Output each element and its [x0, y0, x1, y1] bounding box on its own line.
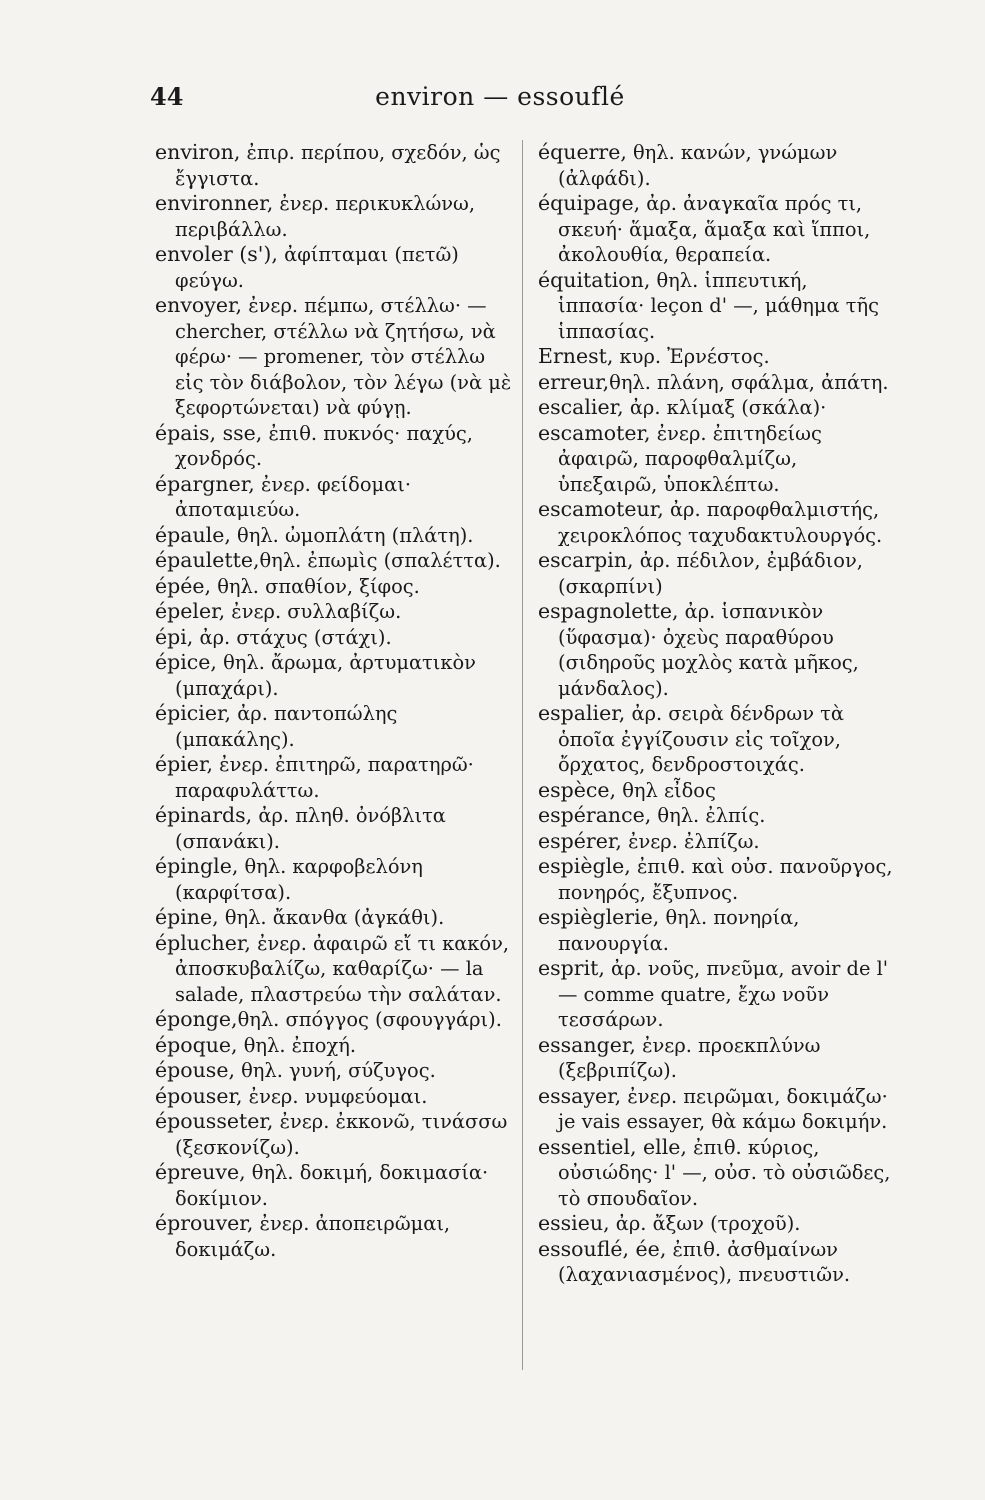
- dictionary-entry: [538, 905, 900, 956]
- definition: θηλ. ἄκανθα (ἀγκάθι).: [218, 906, 445, 929]
- page-number: 44: [150, 82, 184, 111]
- headword: espagnolette,: [538, 599, 679, 623]
- definition: ἐπιρ. περίπου, σχεδόν, ὡς ἔγγιστα.: [175, 141, 501, 190]
- dictionary-entry: [538, 1135, 900, 1212]
- dictionary-entry: [155, 1084, 517, 1110]
- dictionary-entry: [155, 625, 517, 651]
- dictionary-entry: [155, 854, 517, 905]
- definition: ἀρ. παντοπώλης (μπακάλης).: [175, 702, 398, 751]
- headword: équerre,: [538, 140, 627, 164]
- dictionary-entry: [538, 370, 900, 396]
- definition: ἐνερ. ἀποπειρῶμαι, δοκιμάζω.: [175, 1212, 451, 1261]
- headword: épouse,: [155, 1058, 235, 1082]
- headword: équipage,: [538, 191, 641, 215]
- headword: épreuve,: [155, 1160, 246, 1184]
- headword: escamoter,: [538, 420, 651, 445]
- definition: ἀρ. πληθ. ὀνόβλιτα (σπανάκι).: [175, 804, 446, 853]
- dictionary-entry: [155, 1007, 517, 1033]
- headword: esprit,: [538, 956, 605, 980]
- definition: ἀφίπταμαι (πετῶ) φεύγω.: [175, 243, 459, 292]
- definition: ἀρ. ἄξων (τροχοῦ).: [609, 1212, 801, 1235]
- definition: θηλ. ἱππευτική, ἱππασία· leçon d' —, μάθημα τῆς ἱππασίας.: [558, 268, 879, 343]
- definition: ἐνερ. φείδομαι· ἀποταμιεύω.: [175, 472, 411, 521]
- dictionary-entry: [538, 1033, 900, 1084]
- dictionary-entry: [155, 931, 517, 1008]
- dictionary-entry: [538, 956, 900, 1033]
- dictionary-entry: [538, 268, 900, 345]
- dictionary-entry: [538, 497, 900, 548]
- definition: ἀρ. νοῦς, πνεῦμα, avoir de l' — comme quatre, ἔχω νοῦν τεσσάρων.: [558, 957, 889, 1031]
- headword: épeler,: [155, 599, 226, 623]
- dictionary-entry: [155, 293, 517, 421]
- definition: κυρ. Ἐρνέστος.: [613, 345, 770, 368]
- headword: épaulette,: [155, 548, 260, 572]
- definition: ἐνερ. πέμπω, στέλλω· — chercher, στέλλω νὰ ζητήσω, νὰ φέρω· — promener, τὸν στέλλω εἰς τὸν διάβολον, τὸν λέγω (νὰ μὲ ξεφορτώνεται) νὰ φύγῃ.: [175, 294, 512, 419]
- definition: ἐνερ. ἐκκονῶ, τινάσσω (ξεσκονίζω).: [175, 1110, 508, 1159]
- dictionary-entry: [155, 650, 517, 701]
- headword: essieu,: [538, 1211, 610, 1235]
- headword: épousseter,: [155, 1109, 274, 1133]
- dictionary-entry: [155, 421, 517, 472]
- dictionary-entry: [538, 1237, 900, 1288]
- headword: épinards,: [155, 803, 253, 827]
- dictionary-entry: [155, 574, 517, 600]
- headword: Ernest,: [538, 344, 614, 368]
- headword: escarpin,: [538, 548, 634, 572]
- definition: ἀρ. σειρὰ δένδρων τὰ ὁποῖα ἐγγίζουσιν εἰς τοῖχον, ὄρχατος, δενδροστοιχάς.: [558, 702, 845, 776]
- definition: ἀρ. στάχυς (στάχι).: [193, 625, 392, 649]
- dictionary-entry: [155, 242, 517, 293]
- headword: erreur,: [538, 369, 610, 394]
- definition: θηλ. ἐπωμὶς (σπαλέττα).: [259, 549, 501, 572]
- dictionary-entry: [155, 472, 517, 523]
- dictionary-entry: [538, 344, 900, 370]
- headword: espérer,: [538, 828, 622, 853]
- dictionary-entry: [155, 803, 517, 854]
- definition: θηλ. καρφοβελόνη (καρφίτσα).: [175, 855, 423, 904]
- definition: ἐνερ. ἀφαιρῶ εἴ τι κακόν, ἀποσκυβαλίζω, καθαρίζω· — la salade, πλαστρεύω τὴν σαλάταν.: [175, 931, 510, 1006]
- headword: espièglerie,: [538, 905, 660, 929]
- definition: θηλ. ἐλπίς.: [651, 804, 766, 827]
- headword: essayer,: [538, 1083, 622, 1108]
- dictionary-entry: [538, 599, 900, 701]
- dictionary-entry: [155, 752, 517, 803]
- headword: épargner,: [155, 471, 255, 496]
- left-column: [155, 140, 517, 1262]
- dictionary-entry: [538, 548, 900, 599]
- headword: épouser,: [155, 1083, 243, 1108]
- dictionary-entry: [155, 1058, 517, 1084]
- definition: ἐπιθ. ἀσθμαίνων (λαχανιασμένος), πνευστιῶν.: [558, 1237, 851, 1286]
- definition: ἐνερ. νυμφεύομαι.: [242, 1084, 428, 1108]
- definition: ἀρ. ἀναγκαῖα πρός τι, σκευή· ἅμαξα, ἅμαξα καὶ ἵπποι, ἀκολουθία, θεραπεία.: [558, 192, 871, 266]
- dictionary-entry: [538, 829, 900, 855]
- definition: θηλ. γυνή, σύζυγος.: [234, 1059, 436, 1082]
- dictionary-entry: [538, 778, 900, 804]
- headword: éprouver,: [155, 1211, 254, 1235]
- definition: ἐνερ. περικυκλώνω, περιβάλλω.: [175, 192, 476, 241]
- headword: escamoteur,: [538, 497, 664, 521]
- definition: ἐπιθ. πυκνός· παχύς, χονδρός.: [175, 421, 473, 470]
- definition: ἐνερ. συλλαβίζω.: [225, 600, 402, 623]
- dictionary-entry: [538, 421, 900, 498]
- dictionary-entry: [155, 1109, 517, 1160]
- definition: ἐπιθ. καὶ οὐσ. πανοῦργος, πονηρός, ἔξυπνος.: [558, 855, 893, 904]
- headword: espèce,: [538, 777, 617, 802]
- headword: équitation,: [538, 267, 651, 292]
- definition: θηλ. πλάνη, σφάλμα, ἀπάτη.: [609, 370, 889, 394]
- dictionary-entry: [155, 191, 517, 242]
- definition: θηλ. δοκιμή, δοκιμασία· δοκίμιον.: [175, 1161, 489, 1210]
- headword: épais, sse,: [155, 420, 263, 445]
- headword: espérance,: [538, 803, 652, 827]
- definition: ἐνερ. προεκπλύνω (ξεβριπίζω).: [558, 1033, 821, 1082]
- headword: épice,: [155, 650, 217, 674]
- headword: épicier,: [155, 701, 232, 725]
- dictionary-entry: [538, 140, 900, 191]
- definition: ἀρ. κλίμαξ (σκάλα)·: [623, 396, 827, 419]
- dictionary-entry: [538, 1211, 900, 1237]
- definition: θηλ. σπόγγος (σφουγγάρι).: [237, 1008, 502, 1031]
- headword: épaule,: [155, 522, 231, 547]
- definition: ἐνερ. ἐπιτηδείως ἀφαιρῶ, παροφθαλμίζω, ὑπεξαιρῶ, ὑποκλέπτω.: [558, 421, 822, 496]
- headword: éponge,: [155, 1007, 238, 1031]
- definition: ἐνερ. ἐλπίζω.: [621, 829, 760, 853]
- dictionary-entry: [538, 395, 900, 421]
- definition: θηλ. ὠμοπλάτη (πλάτη).: [230, 523, 474, 547]
- definition: θηλ. ἐποχή.: [237, 1033, 357, 1057]
- definition: ἀρ. ἱσπανικὸν (ὕφασμα)· ὀχεὺς παραθύρου (σιδηροῦς μοχλὸς κατὰ μῆκος, μάνδαλος).: [558, 600, 859, 700]
- headword: espiègle,: [538, 854, 631, 878]
- dictionary-entry: [155, 1160, 517, 1211]
- dictionary-entry: [538, 191, 900, 268]
- dictionary-entry: [155, 523, 517, 549]
- headword: épine,: [155, 905, 219, 929]
- running-head: environ — essouflé: [375, 82, 625, 111]
- headword: éplucher,: [155, 930, 251, 955]
- definition: θηλ. κανών, γνώμων (ἀλφάδι).: [558, 141, 838, 190]
- headword: escalier,: [538, 395, 624, 419]
- headword: envoler (s'),: [155, 242, 278, 266]
- column-divider: [522, 140, 523, 1370]
- headword: espalier,: [538, 701, 626, 725]
- definition: θηλ. πονηρία, πανουργία.: [558, 906, 800, 955]
- definition: ἐνερ. πειρῶμαι, δοκιμάζω· je vais essayer, θὰ κάμω δοκιμήν.: [558, 1084, 888, 1133]
- dictionary-entry: [538, 854, 900, 905]
- definition: ἀρ. πέδιλον, ἐμβάδιον, (σκαρπίνι): [558, 549, 863, 598]
- dictionary-entry: [538, 803, 900, 829]
- definition: θηλ. σπαθίον, ξίφος.: [211, 574, 420, 598]
- headword: envoyer,: [155, 293, 243, 317]
- dictionary-entry: [538, 1084, 900, 1135]
- dictionary-entry: [155, 1211, 517, 1262]
- headword: environner,: [155, 191, 274, 215]
- headword: époque,: [155, 1032, 238, 1057]
- headword: épier,: [155, 752, 214, 776]
- headword: essanger,: [538, 1032, 636, 1057]
- definition: θηλ εἶδος: [616, 778, 716, 802]
- definition: θηλ. ἄρωμα, ἀρτυματικὸν (μπαχάρι).: [175, 651, 476, 700]
- headword: épingle,: [155, 854, 239, 878]
- page-header: [150, 82, 850, 122]
- definition: ἐπιθ. κύριος, οὐσιώδης· l' —, οὐσ. τὸ οὐσιῶδες, τὸ σπουδαῖον.: [558, 1135, 891, 1210]
- right-column: [538, 140, 900, 1288]
- dictionary-entry: [155, 599, 517, 625]
- headword: essouflé, ée,: [538, 1236, 667, 1261]
- definition: ἐνερ. ἐπιτηρῶ, παρατηρῶ· παραφυλάττω.: [175, 753, 474, 802]
- headword: épi,: [155, 624, 194, 649]
- dictionary-entry: [538, 701, 900, 778]
- headword: essentiel, elle,: [538, 1134, 687, 1159]
- dictionary-entry: [155, 140, 517, 191]
- dictionary-entry: [155, 701, 517, 752]
- dictionary-entry: [155, 905, 517, 931]
- headword: environ,: [155, 140, 241, 164]
- definition: ἀρ. παροφθαλμιστής, χειροκλόπος ταχυδακτυλουργός.: [558, 498, 883, 547]
- dictionary-entry: [155, 548, 517, 574]
- headword: épée,: [155, 573, 212, 598]
- dictionary-entry: [155, 1033, 517, 1059]
